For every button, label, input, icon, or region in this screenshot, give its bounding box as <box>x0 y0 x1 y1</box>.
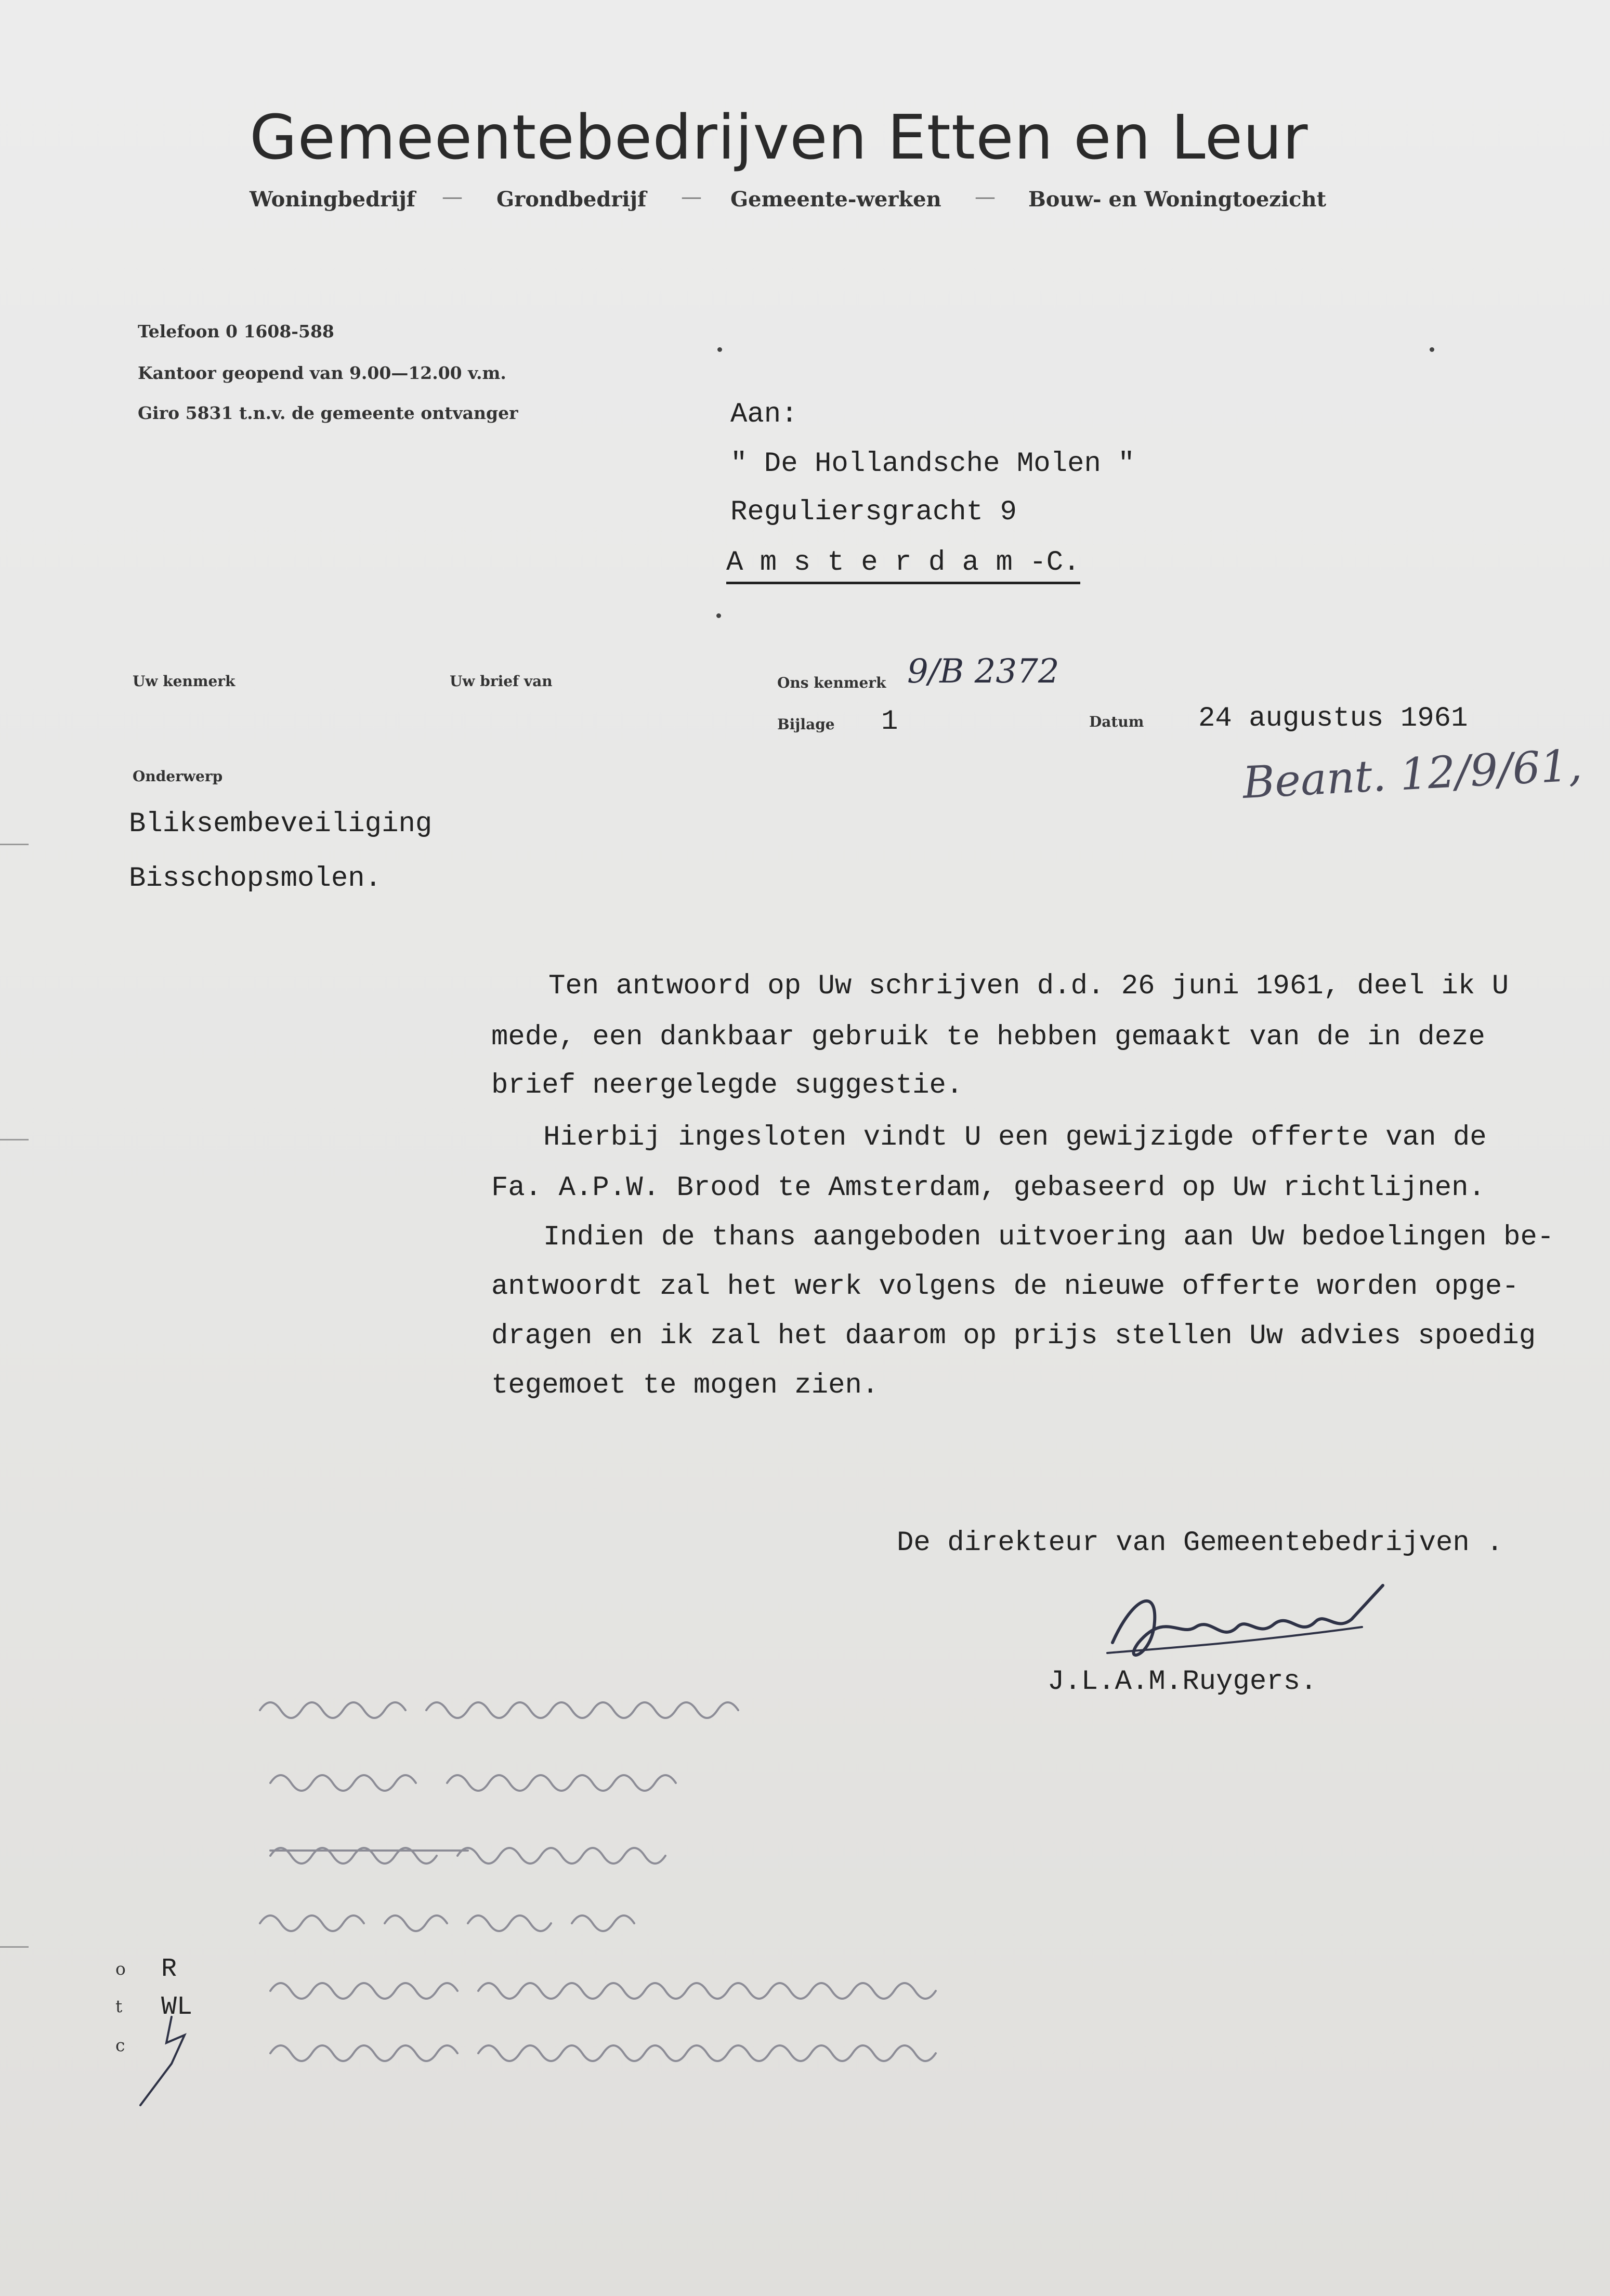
address-to: Aan: <box>730 399 798 430</box>
body-line: dragen en ik zal het daarom op prijs stellen Uw advies spoedig <box>491 1320 1536 1352</box>
margin-code-t: t <box>115 1996 123 2016</box>
body-line: brief neergelegde suggestie. <box>491 1070 963 1101</box>
department-gemeente-werken: Gemeente-werken <box>730 187 941 212</box>
handwritten-answered-note: Beant. 12/9/61, <box>1241 739 1583 809</box>
department-bouw-woningtoezicht: Bouw- en Woningtoezicht <box>1028 187 1327 212</box>
margin-code-o: o <box>115 1959 126 1979</box>
datum-label: Datum <box>1089 713 1144 730</box>
telephone: Telefoon 0 1608-588 <box>138 321 334 342</box>
address-street: Reguliersgracht 9 <box>730 496 1017 528</box>
fold-mark <box>0 1139 29 1140</box>
office-hours: Kantoor geopend van 9.00—12.00 v.m. <box>138 363 506 383</box>
body-line: mede, een dankbaar gebruik te hebben gemaakt van de in deze <box>491 1021 1485 1053</box>
department-separator: — <box>442 185 463 209</box>
address-window-dot <box>717 347 722 352</box>
margin-code-wl: WL <box>161 1992 193 2022</box>
department-grondbedrijf: Grondbedrijf <box>496 187 647 212</box>
ons-kenmerk-label: Ons kenmerk <box>777 674 886 691</box>
bijlage-label: Bijlage <box>777 716 835 733</box>
address-window-dot <box>1430 347 1434 352</box>
subject-line-2: Bisschopsmolen. <box>129 863 382 895</box>
uw-kenmerk-label: Uw kenmerk <box>133 673 235 690</box>
body-line: Fa. A.P.W. Brood te Amsterdam, gebaseerd op Uw richtlijnen. <box>491 1172 1485 1204</box>
department-separator: — <box>681 185 702 209</box>
body-line: Ten antwoord op Uw schrijven d.d. 26 juni 1961, deel ik U <box>548 970 1509 1002</box>
address-city: A m s t e r d a m -C. <box>726 547 1080 584</box>
fold-mark <box>0 1946 29 1948</box>
department-woningbedrijf: Woningbedrijf <box>250 187 416 212</box>
body-line: Hierbij ingesloten vindt U een gewijzigde offerte van de <box>543 1122 1487 1153</box>
pencil-annotation <box>250 1679 1284 2105</box>
address-window-dot <box>716 613 721 618</box>
onderwerp-label: Onderwerp <box>133 768 223 785</box>
body-line: tegemoet te mogen zien. <box>491 1370 879 1401</box>
ons-kenmerk-handwritten: 9/B 2372 <box>907 652 1059 691</box>
datum-value: 24 augustus 1961 <box>1198 703 1468 734</box>
body-line: Indien de thans aangeboden uitvoering aan Uw bedoelingen be- <box>543 1222 1554 1253</box>
signatory-name: J.L.A.M.Ruygers. <box>1048 1666 1317 1698</box>
letterhead-title: Gemeentebedrijven Etten en Leur <box>250 101 1308 173</box>
giro: Giro 5831 t.n.v. de gemeente ontvanger <box>138 403 518 423</box>
margin-code-r: R <box>161 1954 177 1984</box>
body-line: antwoordt zal het werk volgens de nieuwe offerte worden opge- <box>491 1271 1519 1303</box>
subject-line-1: Bliksembeveiliging <box>129 808 433 840</box>
margin-initial-scribble <box>135 2006 198 2110</box>
address-name: " De Hollandsche Molen " <box>730 448 1135 480</box>
fold-mark <box>0 844 29 845</box>
signature <box>1092 1565 1414 1679</box>
uw-brief-van-label: Uw brief van <box>450 673 553 690</box>
margin-code-c: c <box>115 2035 125 2055</box>
bijlage-value: 1 <box>881 706 898 738</box>
closing-line: De direkteur van Gemeentebedrijven . <box>897 1527 1503 1559</box>
department-separator: — <box>975 185 996 209</box>
